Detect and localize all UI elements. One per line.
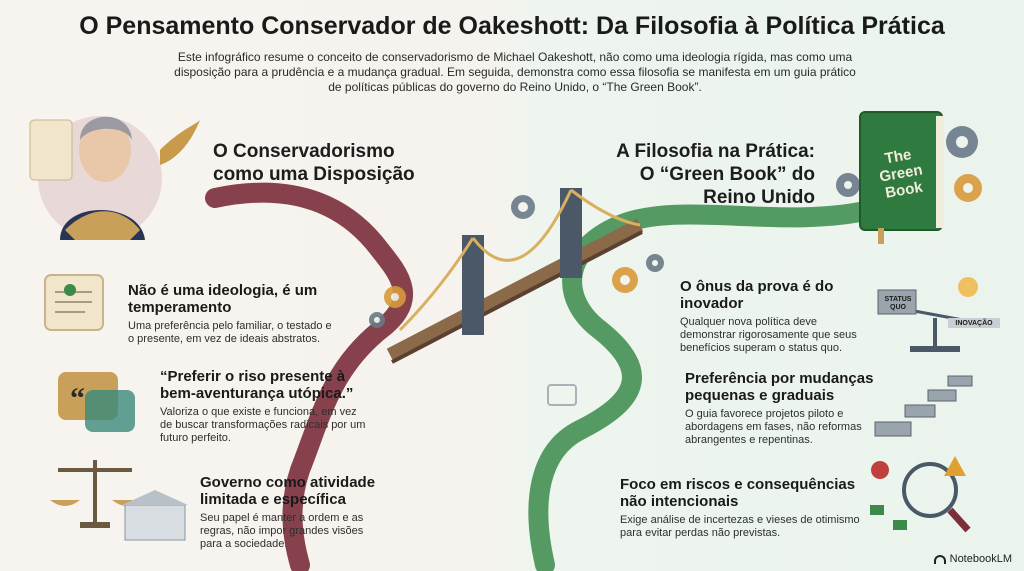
- left-item-2-desc: Valoriza o que existe e funciona, em vez de buscar transformações radicais por um futuro perfeito.: [160, 406, 366, 444]
- right-item-1-title: O ônus da prova é do inovador: [680, 278, 834, 312]
- notebooklm-logo: [934, 553, 1012, 565]
- right-item-2: [685, 370, 875, 447]
- left-item-2: [160, 368, 370, 445]
- scroll-icon: [45, 275, 103, 330]
- right-section-heading: A Filosofia na Prática: O “Green Book” do Reino Unido: [616, 141, 815, 208]
- right-item-2-desc: O guia favorece projetos piloto e abordagens em fases, não reformas abrangentes e repentinas.: [685, 408, 862, 446]
- right-item-2-title: Preferência por mudanças pequenas e graduais: [685, 370, 874, 404]
- right-item-1-desc: Qualquer nova política deve demonstrar rigorosamente que seus benefícios superam o status quo.: [680, 316, 857, 354]
- scale-label-status-quo: STATUS QUO: [884, 296, 912, 311]
- left-item-1: [128, 282, 338, 346]
- steps-icon: [875, 376, 972, 436]
- right-item-3: [620, 476, 865, 540]
- page-title: O Pensamento Conservador de Oakeshott: Da Filosofia à Política Prática: [79, 12, 945, 40]
- risk-analysis-icon: [870, 456, 968, 530]
- green-book-label: The Green Book: [878, 146, 924, 202]
- svg-text:“: “: [70, 382, 85, 415]
- brand-label: NotebookLM: [949, 553, 1012, 565]
- left-item-3-desc: Seu papel é manter a ordem e as regras, não impor grandes visões para a sociedade.: [200, 512, 364, 550]
- notebooklm-icon: [934, 555, 946, 564]
- left-item-1-title: Não é uma ideologia, é um temperamento: [128, 282, 318, 316]
- right-item-3-desc: Exige análise de incertezas e vieses de otimismo para evitar perdas não previstas.: [620, 514, 860, 539]
- left-item-2-title: “Preferir o riso presente à bem-aventurança utópica.”: [160, 368, 354, 402]
- left-item-3-title: Governo como atividade limitada e específica: [200, 474, 376, 508]
- scales-building-icon: [50, 460, 188, 540]
- balance-scale-icon: [878, 277, 1000, 352]
- right-item-1: [680, 278, 875, 355]
- scale-label-inovacao: INOVAÇÃO: [955, 320, 993, 327]
- dial-icon: [548, 385, 576, 405]
- left-section-heading: O Conservadorismo como uma Disposição: [213, 141, 415, 185]
- intro-text: Este infográfico resume o conceito de conservadorismo de Michael Oakeshott, não como uma ideologia rígida, mas como uma disposição para a prudência e a mudança gradual. Em seguida, demonstra como essa filosofia se manifesta em um guia prático de políticas públicas do governo do Reino Unido, o “The Green Book”.: [174, 50, 856, 94]
- quote-icon: [58, 372, 135, 432]
- left-item-3: [200, 474, 380, 551]
- oakeshott-portrait: [30, 116, 200, 240]
- left-item-1-desc: Uma preferência pelo familiar, o testado e o presente, em vez de ideais abstratos.: [128, 320, 332, 345]
- right-item-3-title: Foco em riscos e consequências não intencionais: [620, 476, 856, 510]
